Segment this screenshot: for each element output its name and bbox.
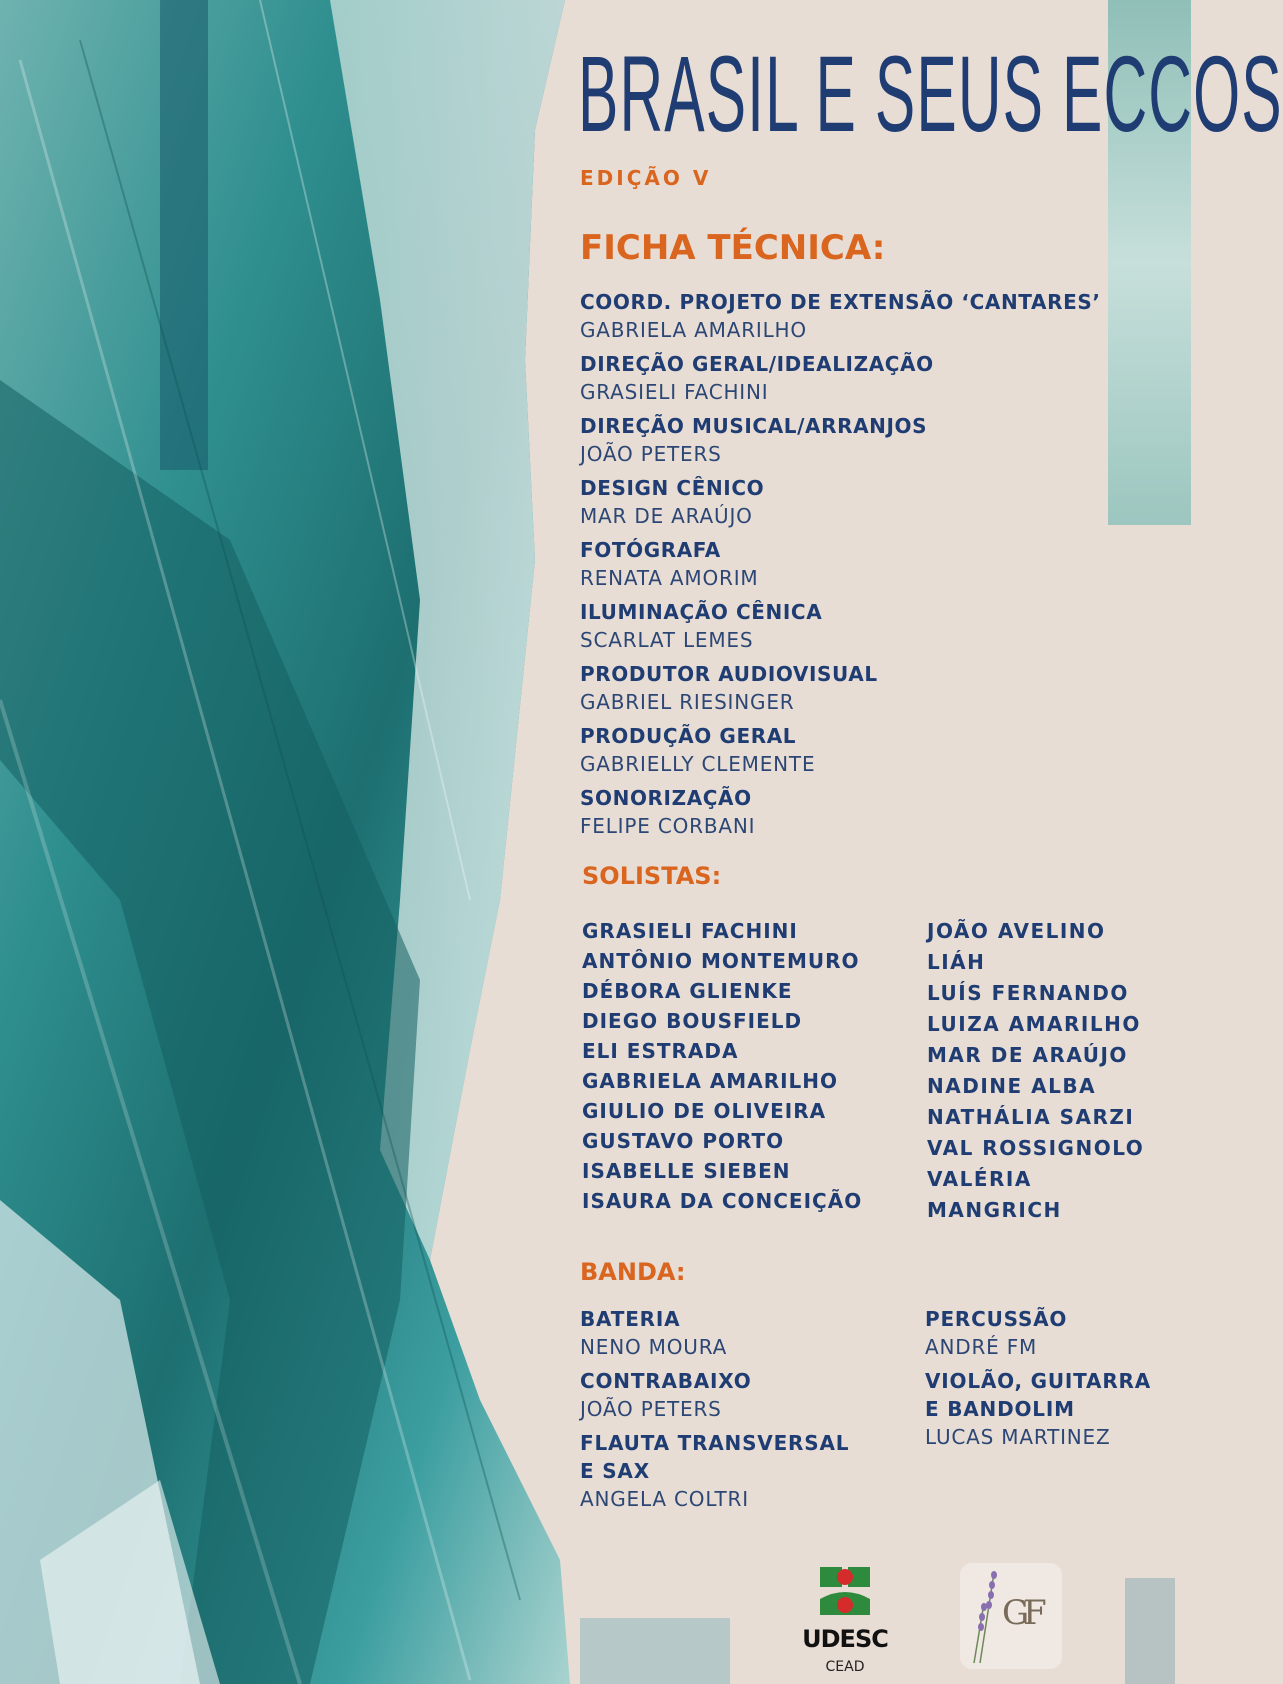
udesc-emblem-icon — [790, 1565, 900, 1621]
soloist-name: GABRIELA AMARILHO — [582, 1069, 839, 1093]
poster-title: BRASIL E SEUS ECCOS — [578, 33, 1283, 154]
cead-label: CEAD — [825, 1659, 865, 1675]
udesc-logo — [790, 1565, 900, 1677]
band-member — [925, 1367, 1225, 1451]
credit-item — [580, 784, 1140, 840]
soloist-name: LIÁH — [927, 950, 986, 974]
soloist-name: VAL ROSSIGNOLO — [927, 1136, 1145, 1160]
soloist-name: GIULIO DE OLIVEIRA — [582, 1099, 827, 1123]
credit-role: DIREÇÃO GERAL/IDEALIZAÇÃO — [580, 352, 934, 376]
band-person: ANDRÉ FM — [925, 1335, 1038, 1359]
band-role: VIOLÃO, GUITARRA E BANDOLIM — [925, 1369, 1152, 1421]
credit-person: GABRIEL RIESINGER — [580, 690, 795, 714]
credit-person: GABRIELA AMARILHO — [580, 318, 807, 342]
edition-label: EDIÇÃO V — [580, 166, 712, 190]
credit-item — [580, 474, 1140, 530]
banda-left-column — [580, 1305, 880, 1519]
band-person: JOÃO PETERS — [580, 1397, 722, 1421]
band-member — [580, 1429, 880, 1513]
band-role: BATERIA — [580, 1307, 681, 1331]
soloist-name: ANTÔNIO MONTEMURO — [582, 949, 860, 973]
solistas-left-column — [582, 916, 862, 1216]
soloist-name: VALÉRIA — [927, 1167, 1032, 1191]
credit-role: ILUMINAÇÃO CÊNICA — [580, 600, 823, 624]
soloist-name: JOÃO AVELINO — [927, 919, 1106, 943]
ficha-tecnica-heading: FICHA TÉCNICA: — [580, 228, 886, 268]
credit-role: SONORIZAÇÃO — [580, 786, 752, 810]
credit-item — [580, 350, 1140, 406]
credit-role: COORD. PROJETO DE EXTENSÃO ‘CANTARES’ — [580, 290, 1101, 314]
band-person: ANGELA COLTRI — [580, 1487, 749, 1511]
credits-list — [580, 288, 1140, 846]
credit-person: GRASIELI FACHINI — [580, 380, 769, 404]
udesc-label: UDESC — [802, 1625, 888, 1653]
gf-logo — [960, 1563, 1062, 1669]
credit-role: FOTÓGRAFA — [580, 538, 721, 562]
credit-item — [580, 536, 1140, 592]
band-member — [580, 1367, 880, 1423]
band-role: FLAUTA TRANSVERSAL E SAX — [580, 1431, 850, 1483]
band-person: LUCAS MARTINEZ — [925, 1425, 1111, 1449]
band-member — [580, 1305, 880, 1361]
credit-person: FELIPE CORBANI — [580, 814, 756, 838]
band-member — [925, 1305, 1225, 1361]
credit-person: RENATA AMORIM — [580, 566, 759, 590]
soloist-name: ISABELLE SIEBEN — [582, 1159, 791, 1183]
soloist-name: LUÍS FERNANDO — [927, 981, 1129, 1005]
band-role: PERCUSSÃO — [925, 1307, 1068, 1331]
banda-heading: BANDA: — [580, 1258, 686, 1286]
credit-item — [580, 288, 1140, 344]
soloist-name: MANGRICH — [927, 1198, 1062, 1222]
soloist-name: ELI ESTRADA — [582, 1039, 739, 1063]
credit-item — [580, 660, 1140, 716]
solistas-right-column — [927, 916, 1144, 1226]
credit-role: PRODUÇÃO GERAL — [580, 724, 797, 748]
credit-person: MAR DE ARAÚJO — [580, 504, 753, 528]
credit-item — [580, 412, 1140, 468]
gf-monogram: GF — [1002, 1593, 1041, 1633]
credit-item — [580, 722, 1140, 778]
soloist-name: NATHÁLIA SARZI — [927, 1105, 1135, 1129]
credit-role: PRODUTOR AUDIOVISUAL — [580, 662, 878, 686]
band-role: CONTRABAIXO — [580, 1369, 752, 1393]
credit-role: DESIGN CÊNICO — [580, 476, 765, 500]
soloist-name: LUIZA AMARILHO — [927, 1012, 1141, 1036]
soloist-name: GUSTAVO PORTO — [582, 1129, 785, 1153]
credit-person: JOÃO PETERS — [580, 442, 722, 466]
credit-role: DIREÇÃO MUSICAL/ARRANJOS — [580, 414, 928, 438]
credit-person: SCARLAT LEMES — [580, 628, 754, 652]
soloist-name: NADINE ALBA — [927, 1074, 1097, 1098]
soloist-name: ISAURA DA CONCEIÇÃO — [582, 1189, 863, 1213]
band-person: NENO MOURA — [580, 1335, 728, 1359]
solistas-heading: SOLISTAS: — [582, 862, 722, 890]
credit-person: GABRIELLY CLEMENTE — [580, 752, 816, 776]
credit-item — [580, 598, 1140, 654]
soloist-name: GRASIELI FACHINI — [582, 919, 798, 943]
soloist-name: DIEGO BOUSFIELD — [582, 1009, 803, 1033]
soloist-name: DÉBORA GLIENKE — [582, 979, 793, 1003]
banda-right-column — [925, 1305, 1225, 1457]
soloist-name: MAR DE ARAÚJO — [927, 1043, 1128, 1067]
